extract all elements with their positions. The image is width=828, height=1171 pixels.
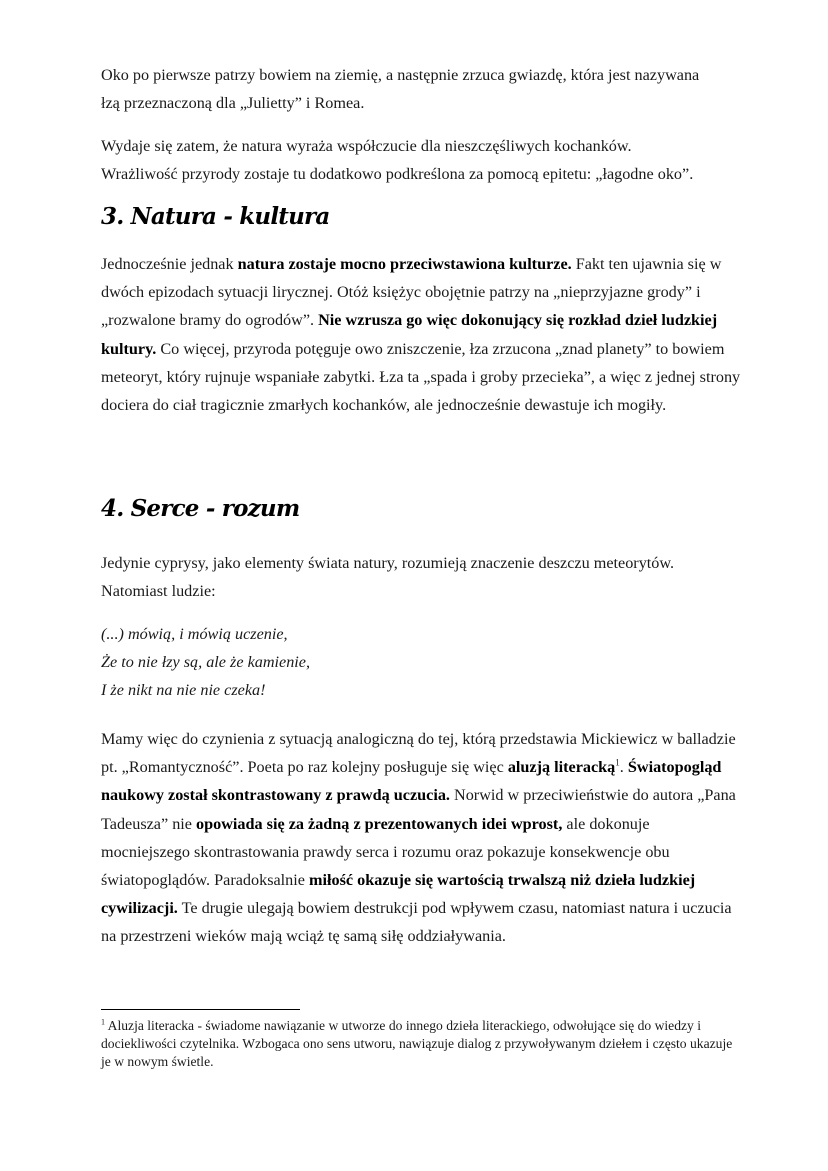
intro-paragraph-1 [101, 61, 741, 117]
text-run: Norwid w przeciwieństwie do autora „Pana Tadeusza” nie [101, 786, 736, 833]
text-run: . [619, 758, 628, 777]
bold-run: natura zostaje mocno przeciwstawiona kulturze. [237, 255, 572, 273]
poem-quote [101, 620, 741, 705]
bold-run: Światopogląd naukowy został skontrastowany z prawdą uczucia. [101, 758, 722, 805]
quote-line: I że nikt na nie nie czeka! [101, 681, 266, 700]
section-3-heading: 3. Natura - kultura [101, 203, 330, 230]
section-4-paragraph-2 [101, 725, 741, 951]
footnote [101, 1017, 741, 1072]
bold-run: miłość okazuje się wartością trwalszą niż dzieła ludzkiej cywilizacji. [101, 871, 696, 918]
bold-run: Nie wzrusza go więc dokonujący się rozkład dzieł ludzkiej kultury. [101, 311, 718, 358]
text-run: Fakt ten ujawnia się w dwóch epizodach sytuacji lirycznej. Otóż księżyc obojętnie patrzy na „nieprzyjazne grody” i „rozwalone bramy do ogrodów”. [101, 255, 722, 330]
footnote-separator [101, 1009, 300, 1010]
bold-run: aluzją literacką [507, 758, 616, 777]
text-run: ale dokonuje mocniejszego skontrastowania prawdy serca i rozumu oraz pokazuje konsekwencje obu światopoglądów. Paradoksalnie [101, 814, 670, 890]
footnote-mark: 1 [101, 1017, 105, 1027]
section-4-heading: 4. Serce - rozum [101, 495, 300, 522]
footnote-text: Aluzja literacka - świadome nawiązanie w utworze do innego dzieła literackiego, odwołujące się do wiedzy i dociekliwości czytelnika. Wzbogaca ono sens utworu, nawiązuje dialog z przywoływanym dziełem i często ukazuje je w nowym świetle. [101, 1018, 733, 1070]
intro-paragraph-2 [101, 132, 741, 188]
text-run: Co więcej, przyroda potęguje owo zniszczenie, łza zrzucona „znad planety” to bowiem meteoryt, który rujnuje wspaniałe zabytki. Łza ta „spada i groby przecieka”, a więc z jednej strony dociera do ciał tragicznie zmarłych kochanków, ale jednocześnie dewastuje ich mogiły. [101, 339, 741, 415]
intro-paragraph-1-line-2: łzą przeznaczoną dla „Julietty” i Romea. [101, 94, 365, 113]
intro-paragraph-1-line-1: Oko po pierwsze patrzy bowiem na ziemię, a następnie zrzuca gwiazdę, która jest nazywana [101, 66, 700, 84]
intro-paragraph-2-line-1: Wydaje się zatem, że natura wyraża współczucie dla nieszczęśliwych kochanków. [101, 137, 632, 155]
text-run: Te drugie ulegają bowiem destrukcji pod wpływem czasu, natomiast natura i uczucia na przestrzeni wieków mają wciąż tę samą siłę oddziaływania. [101, 899, 732, 946]
footnote-reference[interactable]: 1 [615, 757, 620, 768]
bold-run: opowiada się za żadną z prezentowanych idei wprost, [196, 814, 563, 833]
section-4-paragraph-1: Jedynie cyprysy, jako elementy świata natury, rozumieją znaczenie deszczu meteorytów. Natomiast ludzie: [101, 554, 675, 601]
section-3-paragraph [101, 250, 741, 419]
text-run: Jednocześnie jednak [101, 255, 238, 273]
intro-paragraph-2-line-2: Wrażliwość przyrody zostaje tu dodatkowo podkreślona za pomocą epitetu: „łagodne oko”. [101, 165, 694, 184]
quote-line: (...) mówią, i mówią uczenie, [101, 625, 288, 643]
text-run: Mamy więc do czynienia z sytuacją analogiczną do tej, którą przedstawia Mickiewicz w balladzie pt. „Romantyczność”. Poeta po raz kolejny posługuje się więc [101, 730, 736, 777]
quote-line: Że to nie łzy są, ale że kamienie, [101, 653, 311, 672]
